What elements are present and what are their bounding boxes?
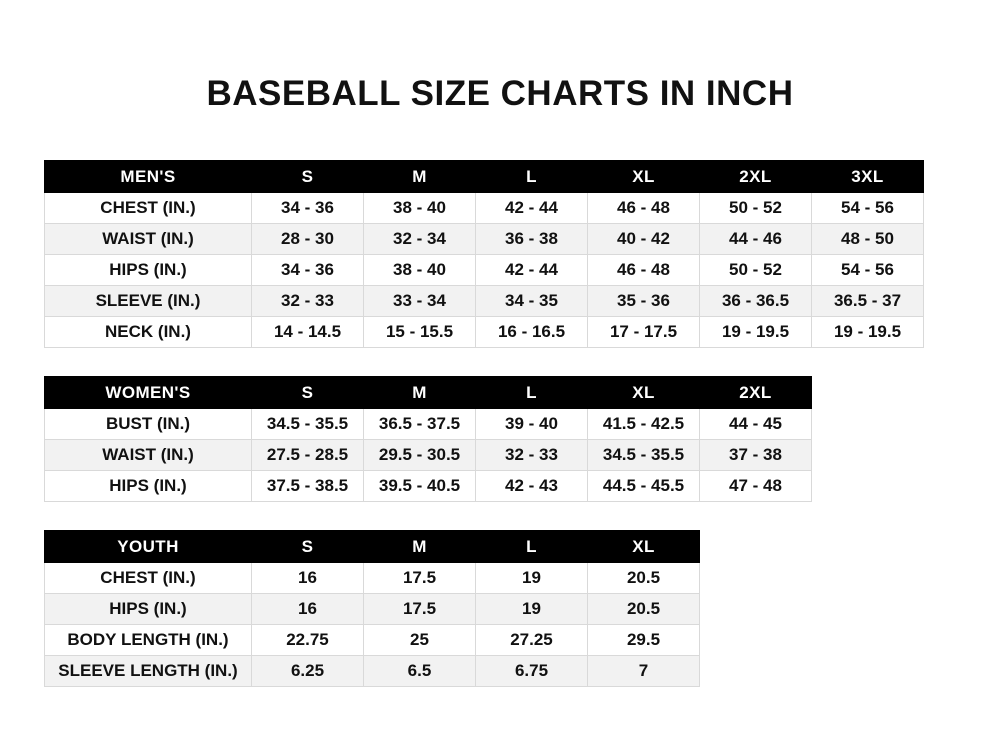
row-cell: 38 - 40 — [364, 193, 476, 224]
row-cell: 6.75 — [476, 656, 588, 687]
table-row — [45, 224, 924, 255]
page-title: BASEBALL SIZE CHARTS IN INCH — [206, 74, 794, 113]
row-cell: 42 - 43 — [476, 471, 588, 502]
table-row — [45, 563, 700, 594]
mens-header-l: L — [476, 161, 588, 193]
tables-container — [0, 160, 1000, 687]
row-cell: 34.5 - 35.5 — [588, 440, 700, 471]
row-cell: 39 - 40 — [476, 409, 588, 440]
row-label: NECK (IN.) — [45, 317, 252, 348]
row-label: HIPS (IN.) — [45, 471, 252, 502]
table-row — [45, 625, 700, 656]
womens-table-header — [45, 377, 812, 409]
table-header-row — [45, 377, 812, 409]
row-cell: 14 - 14.5 — [252, 317, 364, 348]
row-cell: 6.25 — [252, 656, 364, 687]
youth-header-s: S — [252, 531, 364, 563]
row-cell: 16 — [252, 563, 364, 594]
row-label: CHEST (IN.) — [45, 563, 252, 594]
row-cell: 34 - 36 — [252, 193, 364, 224]
row-label: SLEEVE (IN.) — [45, 286, 252, 317]
youth-table-header — [45, 531, 700, 563]
row-cell: 17 - 17.5 — [588, 317, 700, 348]
row-cell: 29.5 - 30.5 — [364, 440, 476, 471]
mens-header-s: S — [252, 161, 364, 193]
row-cell: 34 - 35 — [476, 286, 588, 317]
table-row — [45, 317, 924, 348]
row-cell: 36 - 36.5 — [700, 286, 812, 317]
row-cell: 20.5 — [588, 594, 700, 625]
womens-size-table — [44, 376, 812, 502]
table-header-row — [45, 161, 924, 193]
row-cell: 42 - 44 — [476, 255, 588, 286]
row-cell: 32 - 33 — [252, 286, 364, 317]
row-label: WAIST (IN.) — [45, 440, 252, 471]
youth-header-xl: XL — [588, 531, 700, 563]
row-cell: 32 - 33 — [476, 440, 588, 471]
row-cell: 34.5 - 35.5 — [252, 409, 364, 440]
row-cell: 46 - 48 — [588, 255, 700, 286]
row-cell: 27.5 - 28.5 — [252, 440, 364, 471]
row-cell: 33 - 34 — [364, 286, 476, 317]
row-cell: 44 - 45 — [700, 409, 812, 440]
table-row — [45, 193, 924, 224]
mens-header-m: M — [364, 161, 476, 193]
row-label: SLEEVE LENGTH (IN.) — [45, 656, 252, 687]
womens-header-m: M — [364, 377, 476, 409]
table-row — [45, 471, 812, 502]
table-row — [45, 656, 700, 687]
row-cell: 36 - 38 — [476, 224, 588, 255]
table-header-row — [45, 531, 700, 563]
row-cell: 37 - 38 — [700, 440, 812, 471]
row-label: HIPS (IN.) — [45, 255, 252, 286]
table-row — [45, 594, 700, 625]
row-cell: 17.5 — [364, 563, 476, 594]
row-cell: 36.5 - 37.5 — [364, 409, 476, 440]
row-cell: 25 — [364, 625, 476, 656]
row-cell: 37.5 - 38.5 — [252, 471, 364, 502]
row-cell: 19 - 19.5 — [812, 317, 924, 348]
youth-header-m: M — [364, 531, 476, 563]
row-cell: 39.5 - 40.5 — [364, 471, 476, 502]
youth-header-l: L — [476, 531, 588, 563]
row-cell: 22.75 — [252, 625, 364, 656]
row-cell: 50 - 52 — [700, 255, 812, 286]
mens-size-table — [44, 160, 924, 348]
row-cell: 20.5 — [588, 563, 700, 594]
row-cell: 42 - 44 — [476, 193, 588, 224]
row-cell: 16 - 16.5 — [476, 317, 588, 348]
row-cell: 44 - 46 — [700, 224, 812, 255]
row-cell: 47 - 48 — [700, 471, 812, 502]
row-label: CHEST (IN.) — [45, 193, 252, 224]
row-cell: 54 - 56 — [812, 193, 924, 224]
womens-header-category: WOMEN'S — [45, 377, 252, 409]
row-cell: 7 — [588, 656, 700, 687]
row-cell: 44.5 - 45.5 — [588, 471, 700, 502]
row-cell: 48 - 50 — [812, 224, 924, 255]
row-cell: 19 — [476, 563, 588, 594]
row-cell: 32 - 34 — [364, 224, 476, 255]
row-cell: 15 - 15.5 — [364, 317, 476, 348]
row-cell: 19 - 19.5 — [700, 317, 812, 348]
row-cell: 38 - 40 — [364, 255, 476, 286]
row-cell: 17.5 — [364, 594, 476, 625]
table-row — [45, 286, 924, 317]
row-cell: 6.5 — [364, 656, 476, 687]
womens-table-body — [45, 409, 812, 502]
row-cell: 50 - 52 — [700, 193, 812, 224]
row-label: BODY LENGTH (IN.) — [45, 625, 252, 656]
row-cell: 54 - 56 — [812, 255, 924, 286]
row-cell: 46 - 48 — [588, 193, 700, 224]
youth-header-category: YOUTH — [45, 531, 252, 563]
mens-header-category: MEN'S — [45, 161, 252, 193]
row-label: WAIST (IN.) — [45, 224, 252, 255]
mens-header-3xl: 3XL — [812, 161, 924, 193]
row-cell: 40 - 42 — [588, 224, 700, 255]
mens-table-header — [45, 161, 924, 193]
row-cell: 28 - 30 — [252, 224, 364, 255]
row-cell: 35 - 36 — [588, 286, 700, 317]
row-label: HIPS (IN.) — [45, 594, 252, 625]
row-label: BUST (IN.) — [45, 409, 252, 440]
row-cell: 36.5 - 37 — [812, 286, 924, 317]
row-cell: 34 - 36 — [252, 255, 364, 286]
table-row — [45, 440, 812, 471]
womens-header-xl: XL — [588, 377, 700, 409]
table-row — [45, 255, 924, 286]
row-cell: 27.25 — [476, 625, 588, 656]
mens-header-xl: XL — [588, 161, 700, 193]
youth-table-body — [45, 563, 700, 687]
youth-size-table — [44, 530, 700, 687]
mens-header-2xl: 2XL — [700, 161, 812, 193]
womens-header-2xl: 2XL — [700, 377, 812, 409]
womens-header-l: L — [476, 377, 588, 409]
row-cell: 41.5 - 42.5 — [588, 409, 700, 440]
row-cell: 29.5 — [588, 625, 700, 656]
table-row — [45, 409, 812, 440]
row-cell: 16 — [252, 594, 364, 625]
mens-table-body — [45, 193, 924, 348]
row-cell: 19 — [476, 594, 588, 625]
womens-header-s: S — [252, 377, 364, 409]
